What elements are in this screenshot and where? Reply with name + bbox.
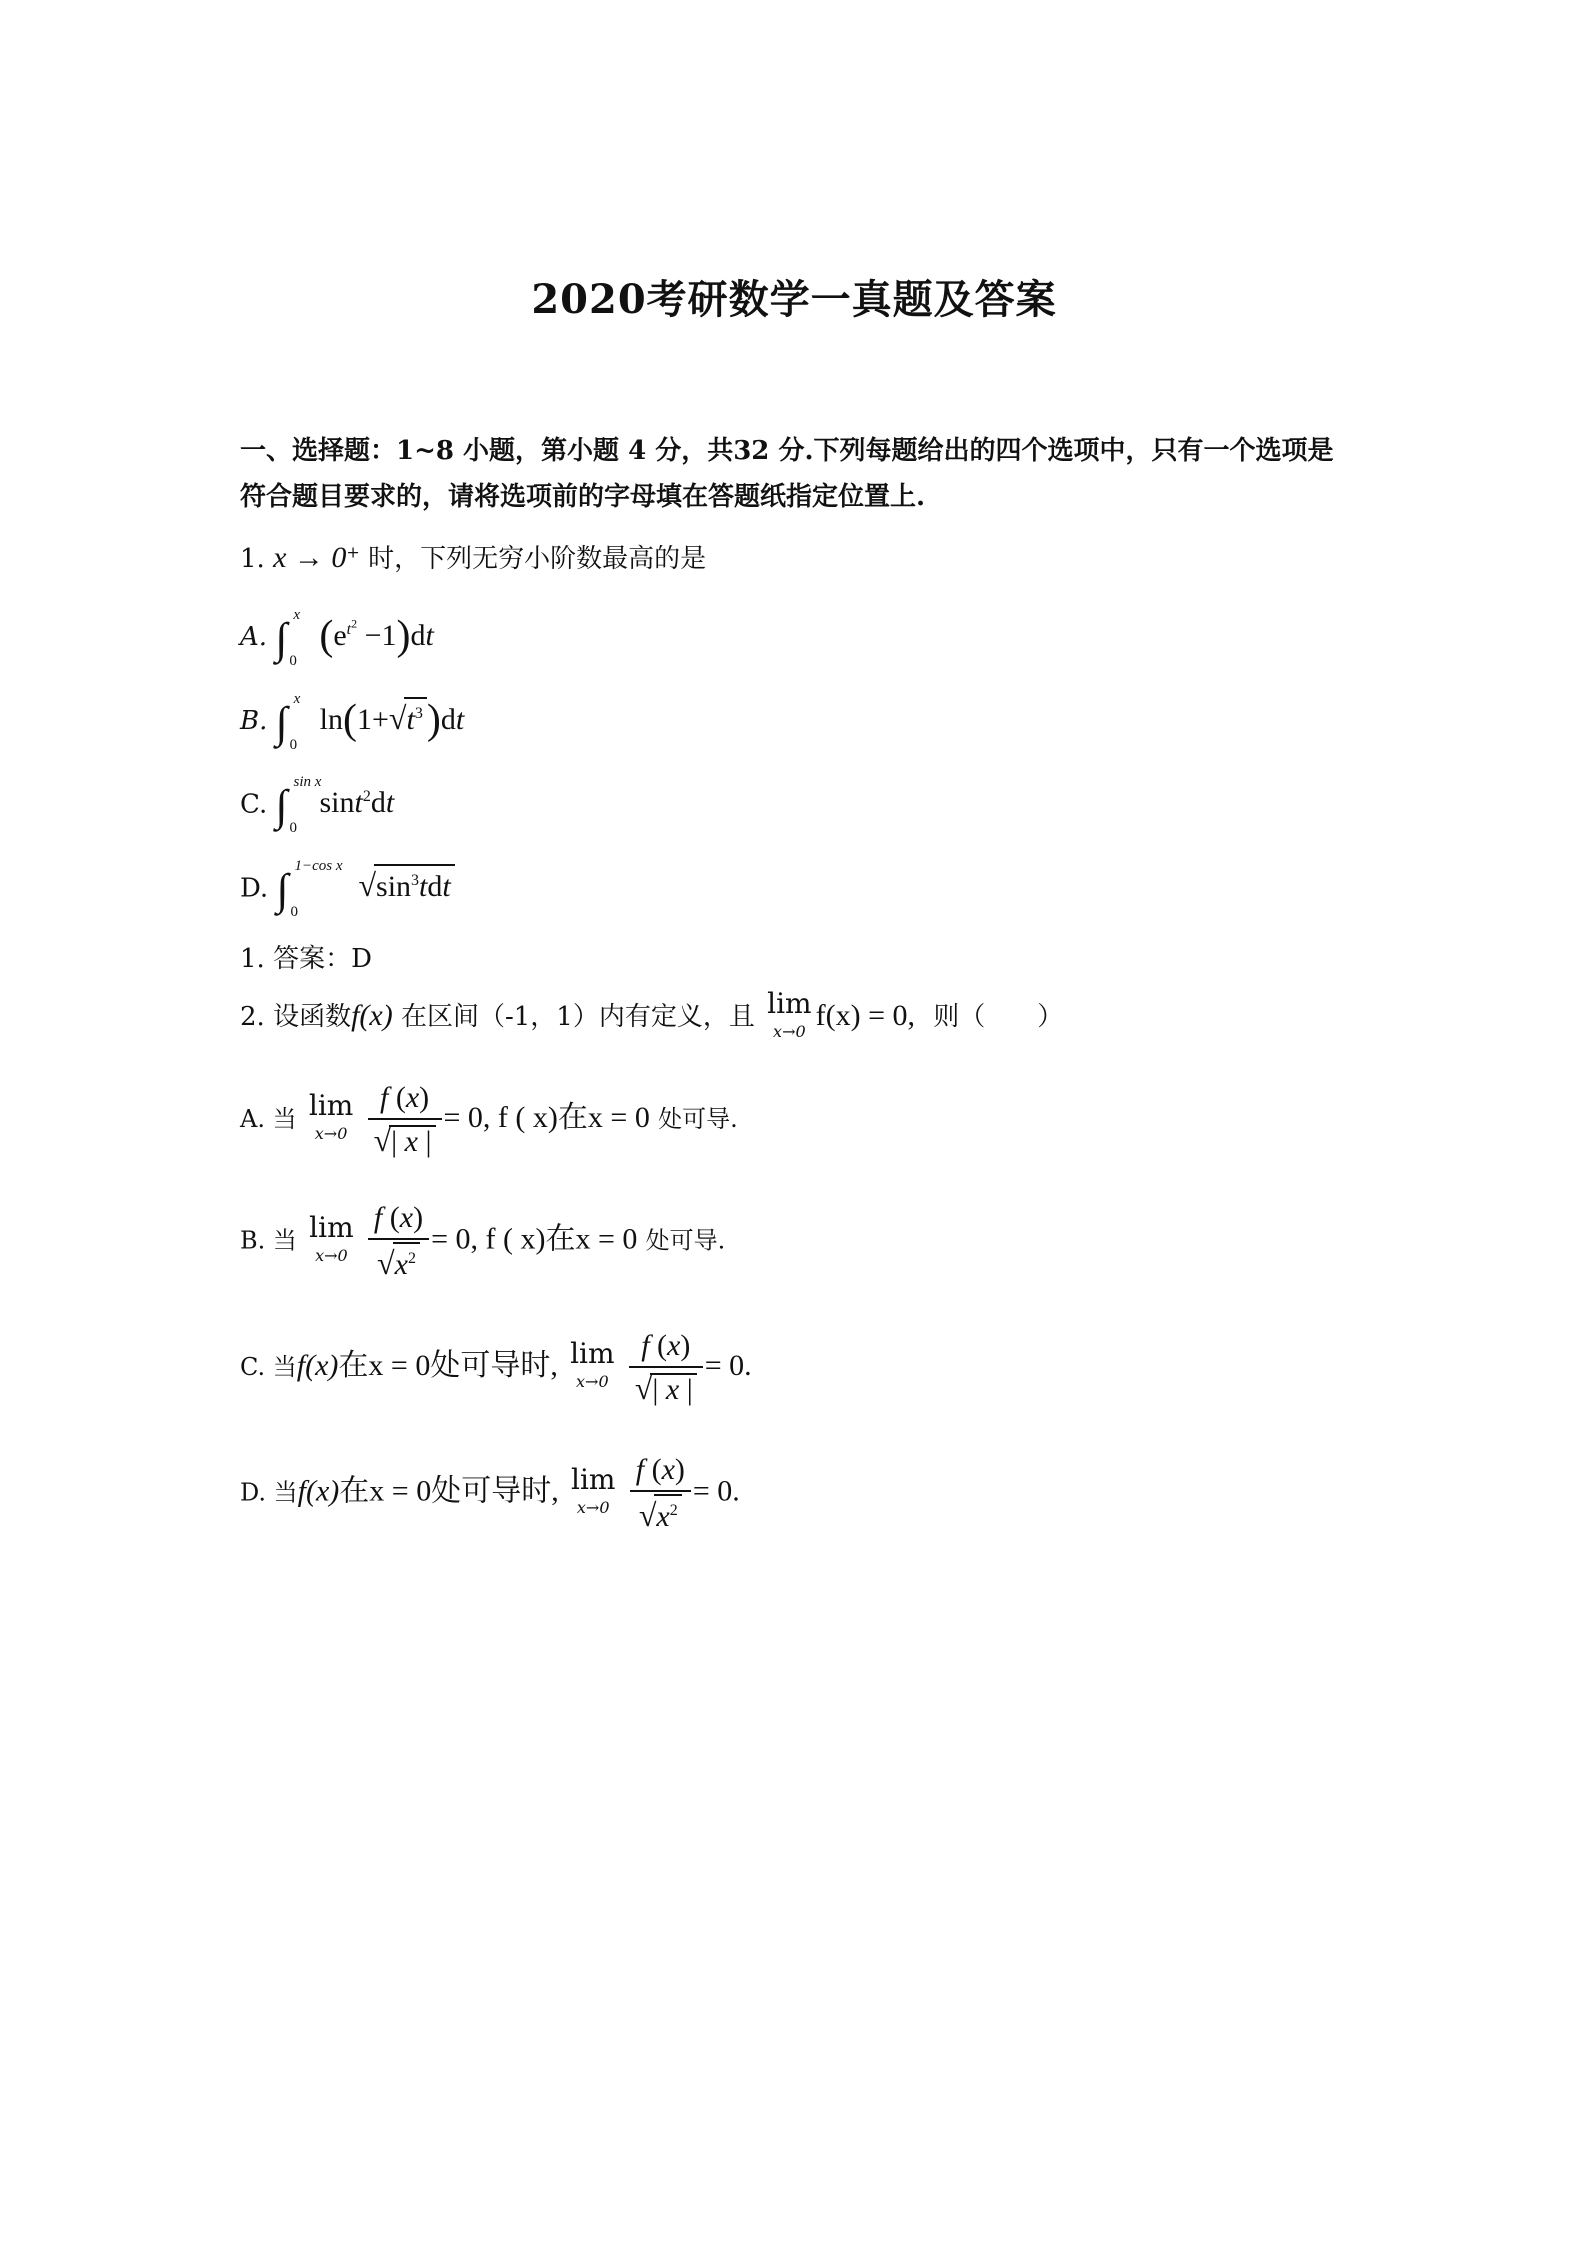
question-2-then: 则（ ） (933, 1002, 1064, 1032)
q2-option-a-lim: lim x→0 (308, 1089, 354, 1143)
question-2-limit-rhs: f(x) = 0, (815, 999, 915, 1032)
page-title: 2020考研数学一真题及答案 (531, 276, 1057, 323)
q2-option-a-end: 处可导. (658, 1105, 738, 1133)
q2-option-c-end: = 0. (704, 1349, 752, 1382)
question-1-stem (240, 538, 706, 575)
option-b-label: B. (240, 706, 268, 736)
question-2-interval: 在区间（-1，1）内有定义，且 (400, 1002, 755, 1032)
question-2-option-b (240, 1200, 725, 1283)
q2-option-b-fraction: $\frac{f (x)}{√x^2}$ (368, 1200, 429, 1283)
q2-option-d-lim: lim x→0 (570, 1462, 616, 1517)
question-2-option-d (240, 1452, 740, 1535)
question-1-limit: x → 0 (273, 541, 347, 574)
q2-option-d-label: D. 当 (240, 1478, 298, 1507)
question-2-stem (240, 987, 1064, 1046)
question-1-option-d (240, 858, 455, 920)
q2-option-a-tail: = 0, f ( x)在x = 0 (443, 1101, 650, 1134)
option-a-label: A. (240, 622, 268, 652)
q2-option-d-fraction: $\frac{f (x)}{√x^2}$ (630, 1452, 691, 1535)
q2-option-c-lim: lim x→0 (570, 1337, 615, 1391)
q2-option-b-end: 处可导. (645, 1226, 726, 1255)
q2-option-b-label: B. 当 (240, 1226, 297, 1255)
option-d-label: D. (240, 873, 269, 904)
question-2-prefix: 2. 设函数 (240, 1002, 352, 1032)
question-1-option-a (240, 606, 434, 669)
option-c-formula: ∫ sin x 0 sint$^2$dt (275, 774, 395, 836)
section-instructions: 一、选择题：1~8 小题，第小题 4 分，共32 分.下列每题给出的四个选项中，只有一个选项是符合题目要求的，请将选项前的字母填在答题纸指定位置上. (240, 436, 1334, 512)
question-1-answer: 1. 答案：D (240, 944, 372, 974)
q2-option-c-mid: 在x = 0处可导时, (338, 1349, 558, 1382)
question-1-limit-sup: + (346, 542, 360, 562)
option-c-label: C. (240, 789, 268, 820)
q2-option-b-lim: lim x→0 (309, 1210, 354, 1265)
question-2-limit: lim x→0 (767, 987, 812, 1041)
option-b-formula: ∫ x 0 $\ln(1+√t^3)dt$ (275, 690, 465, 753)
q2-option-a-label: A. 当 (240, 1105, 297, 1133)
q2-option-c-func: f(x) (296, 1349, 339, 1382)
q2-option-a-fraction: $\frac{f (x)}{√| x |}$ (368, 1080, 442, 1160)
question-1-option-b (240, 690, 465, 753)
q2-option-c-fraction: $\frac{f (x)}{√| x |}$ (629, 1328, 703, 1408)
question-2-func: f(x) (351, 999, 393, 1032)
question-2-option-c (240, 1328, 752, 1408)
q2-option-d-func: f(x) (297, 1474, 340, 1508)
q2-option-d-end: = 0. (692, 1474, 740, 1508)
option-d-formula: ∫ 1−cos x 0 $√\sin^3tdt$ (276, 870, 454, 903)
question-1-text: 时，下列无穷小阶数最高的是 (368, 544, 707, 574)
option-a-formula: ∫ x 0 $(e^{t^2} -1)dt$ (275, 606, 434, 669)
question-1-number: 1. (240, 544, 265, 574)
question-2-option-a (240, 1080, 738, 1160)
q2-option-c-label: C. 当 (240, 1353, 297, 1381)
question-1-option-c (240, 774, 395, 836)
q2-option-d-mid: 在x = 0处可导时, (339, 1474, 559, 1508)
q2-option-b-tail: = 0, f ( x)在x = 0 (431, 1222, 638, 1256)
